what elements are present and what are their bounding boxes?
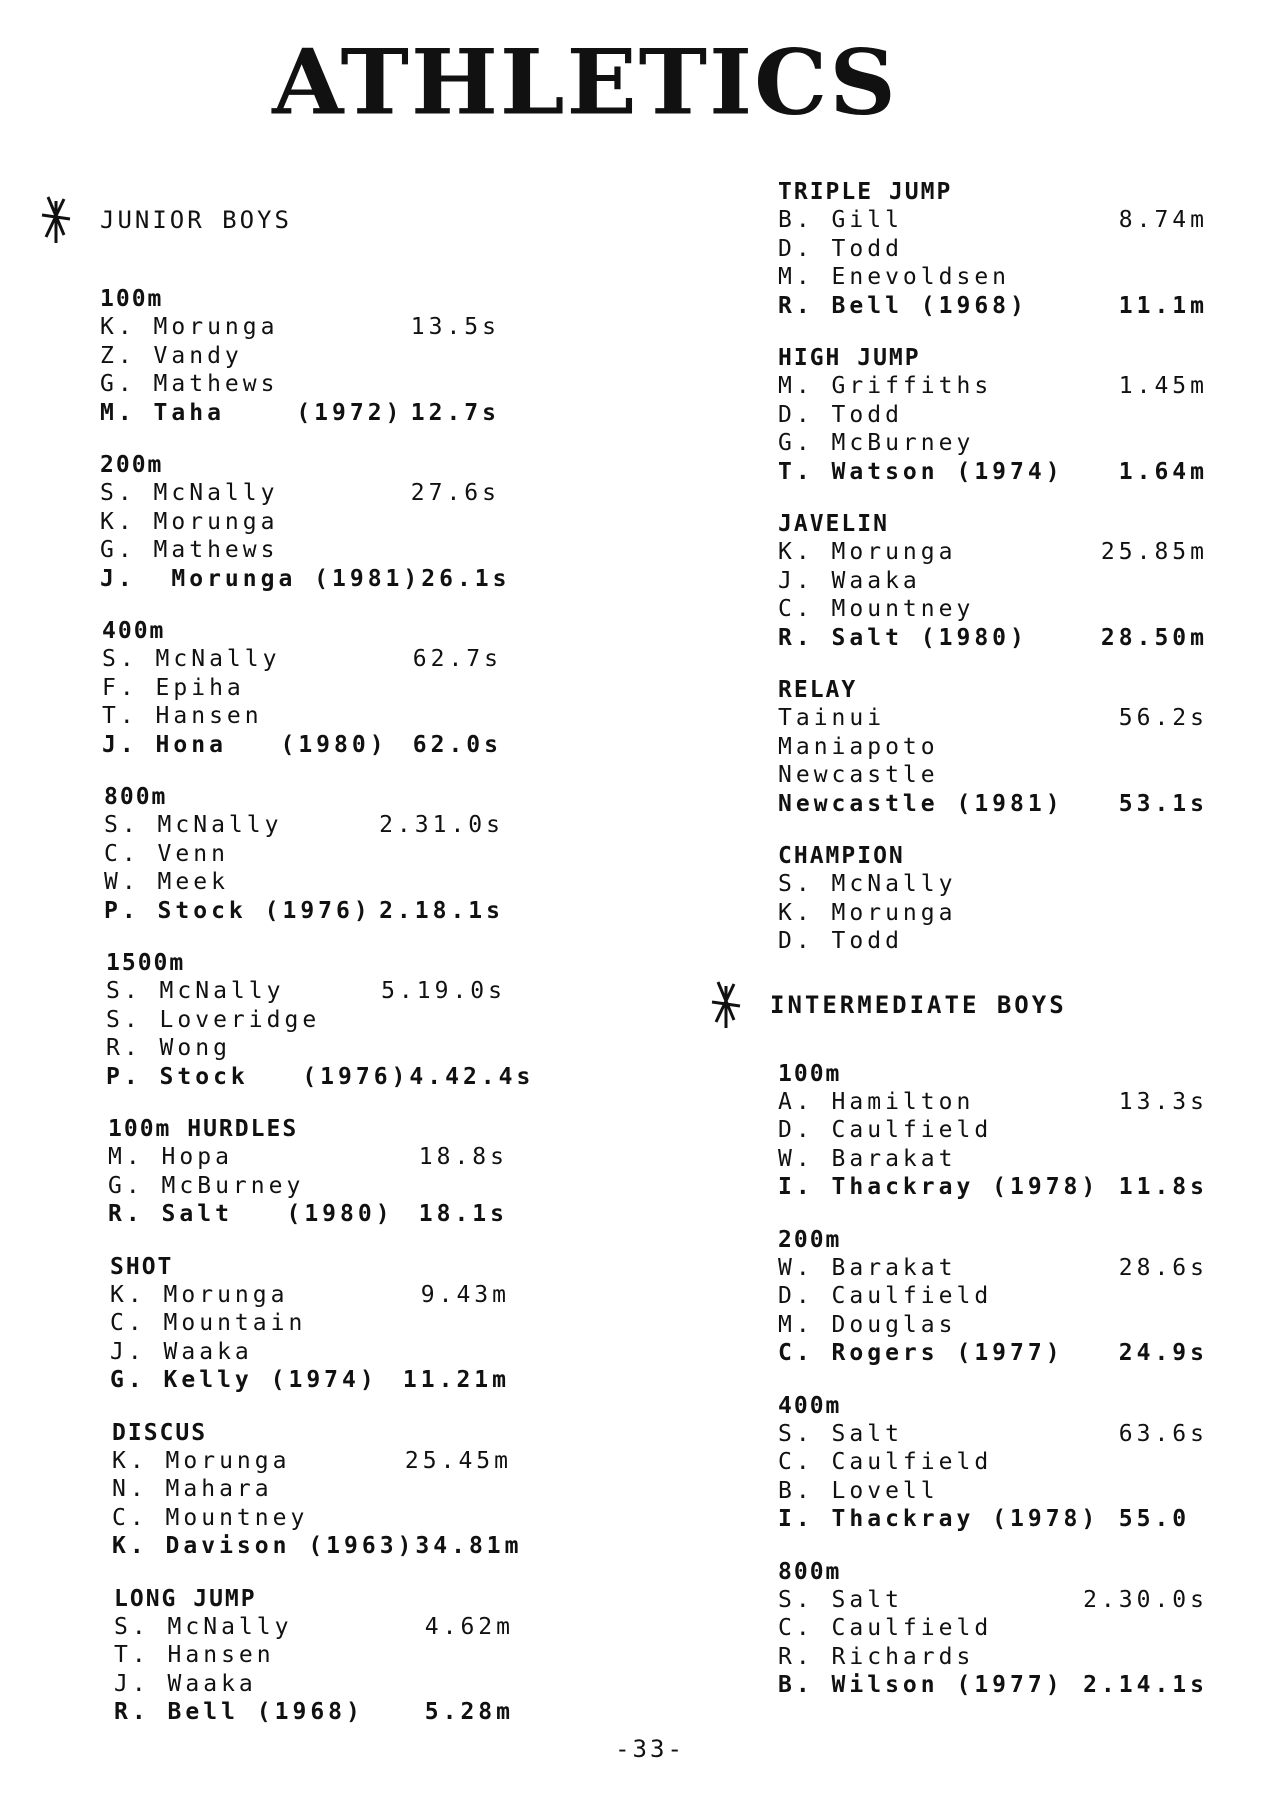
record-row xyxy=(112,1532,523,1561)
event-block xyxy=(108,1115,560,1229)
athlete-name: W. Barakat xyxy=(778,1254,957,1281)
athlete-name: J. Morunga (1981) xyxy=(100,565,422,592)
athlete-name: G. McBurney xyxy=(108,1172,305,1199)
result-row xyxy=(778,870,1208,899)
athlete-name: F. Epiha xyxy=(102,674,245,701)
event-title: 200m xyxy=(778,1226,842,1253)
athlete-name: M. Douglas xyxy=(778,1311,957,1338)
record-row xyxy=(102,731,502,760)
athlete-name: C. Mountney xyxy=(112,1504,309,1531)
result-row xyxy=(100,342,500,371)
athlete-name: W. Barakat xyxy=(778,1145,957,1172)
event-title: RELAY xyxy=(778,677,858,703)
athlete-name: K. Morunga xyxy=(110,1281,289,1308)
result-value: 4.62m xyxy=(424,1613,514,1640)
record-row xyxy=(104,897,504,926)
record-row xyxy=(778,292,1208,321)
result-row xyxy=(110,1338,510,1367)
result-row xyxy=(114,1641,514,1670)
event-block xyxy=(100,285,560,427)
event-block xyxy=(778,178,1218,320)
result-row xyxy=(102,674,502,703)
section-heading-intermediate xyxy=(708,980,1218,1030)
result-row xyxy=(778,761,1208,790)
athlete-name: P. Stock (1976) xyxy=(106,1063,410,1090)
athlete-name: B. Gill xyxy=(778,207,903,233)
result-value: 34.81m xyxy=(415,1533,523,1559)
event-title: 100m xyxy=(778,1060,842,1087)
athlete-name: S. McNally xyxy=(114,1613,293,1640)
result-value: 56.2s xyxy=(1118,705,1208,731)
event-block xyxy=(104,783,560,925)
event-title: CHAMPION xyxy=(778,843,905,869)
result-row xyxy=(778,927,1208,956)
result-row xyxy=(778,704,1208,733)
athlete-name: M. Hopa xyxy=(108,1144,233,1170)
athlete-name: C. Caulfield xyxy=(778,1449,993,1475)
result-row xyxy=(778,401,1208,430)
result-value: 55.0 xyxy=(1118,1506,1208,1532)
record-row xyxy=(114,1698,514,1727)
star-mark-icon xyxy=(38,195,74,245)
result-value: 11.8s xyxy=(1118,1174,1208,1200)
result-value: 8.74m xyxy=(1118,207,1208,233)
result-row xyxy=(100,313,500,342)
athlete-name: M. Enevoldsen xyxy=(778,264,1011,290)
athlete-name: A. Hamilton xyxy=(778,1088,975,1115)
athlete-name: S. Loveridge xyxy=(106,1006,321,1033)
result-row xyxy=(778,899,1208,928)
record-row xyxy=(100,399,500,428)
result-value: 5.28m xyxy=(424,1699,514,1725)
athlete-name: R. Bell (1968) xyxy=(778,292,1028,319)
athlete-name: S. Salt xyxy=(778,1420,903,1447)
athlete-name: C. Mountain xyxy=(110,1310,307,1336)
result-value: 4.42.4s xyxy=(409,1063,535,1090)
athlete-name: J. Hona (1980) xyxy=(102,731,388,758)
result-value: 9.43m xyxy=(420,1281,510,1308)
event-block xyxy=(778,510,1218,652)
athlete-name: S. McNally xyxy=(106,978,285,1004)
record-row xyxy=(778,458,1208,487)
left-column xyxy=(100,175,560,1751)
athlete-name: Tainui xyxy=(778,705,886,731)
result-value: 28.50m xyxy=(1100,624,1208,651)
result-row xyxy=(106,1006,506,1035)
athlete-name: S. Salt xyxy=(778,1586,903,1613)
result-row xyxy=(100,370,500,399)
result-row xyxy=(110,1281,510,1310)
result-value: 13.5s xyxy=(410,314,500,340)
result-value: 13.3s xyxy=(1118,1088,1208,1115)
athlete-name: T. Hansen xyxy=(102,703,263,729)
athlete-name: S. McNally xyxy=(100,480,279,506)
athlete-name: C. Caulfield xyxy=(778,1615,993,1641)
result-row xyxy=(778,1448,1208,1477)
result-row xyxy=(100,479,500,508)
record-row xyxy=(106,1063,535,1092)
event-title: LONG JUMP xyxy=(114,1585,257,1612)
result-row xyxy=(108,1143,508,1172)
result-value: 62.0s xyxy=(412,731,502,758)
athlete-name: J. Waaka xyxy=(114,1670,257,1697)
athlete-name: R. Bell (1968) xyxy=(114,1699,364,1725)
athlete-name: K. Morunga xyxy=(112,1447,291,1474)
athlete-name: D. Todd xyxy=(778,401,903,428)
athlete-name: M. Griffiths xyxy=(778,373,993,399)
record-row xyxy=(110,1366,510,1395)
result-value: 24.9s xyxy=(1118,1340,1208,1366)
event-block xyxy=(100,451,560,593)
athlete-name: Newcastle (1981) xyxy=(778,790,1064,817)
result-value: 26.1s xyxy=(421,565,511,592)
record-row xyxy=(778,1339,1208,1368)
result-row xyxy=(778,1282,1208,1311)
result-row xyxy=(104,868,504,897)
event-block xyxy=(778,1558,1218,1700)
athlete-name: D. Caulfield xyxy=(778,1283,993,1309)
event-title: 800m xyxy=(104,784,168,810)
result-row xyxy=(778,206,1208,235)
athlete-name: S. McNally xyxy=(102,646,281,672)
result-row xyxy=(778,263,1208,292)
event-title: TRIPLE JUMP xyxy=(778,179,953,205)
section-heading-label: JUNIOR BOYS xyxy=(100,206,292,234)
athlete-name: R. Salt (1980) xyxy=(778,624,1028,651)
result-row xyxy=(778,1116,1208,1145)
athlete-name: G. Mathews xyxy=(100,537,279,563)
athlete-name: T. Watson (1974) xyxy=(778,458,1064,485)
star-mark-icon xyxy=(708,980,744,1030)
athlete-name: T. Hansen xyxy=(114,1642,275,1668)
result-value: 27.6s xyxy=(410,480,500,506)
junior-events xyxy=(100,285,560,1727)
result-value: 53.1s xyxy=(1118,790,1208,817)
athlete-name: C. Mountney xyxy=(778,596,975,622)
athlete-name: R. Salt (1980) xyxy=(108,1201,394,1227)
result-row xyxy=(112,1447,512,1476)
result-row xyxy=(108,1172,508,1201)
result-row xyxy=(778,1586,1208,1615)
athlete-name: K. Morunga xyxy=(100,314,279,340)
result-row xyxy=(778,567,1208,596)
result-row xyxy=(110,1309,510,1338)
event-block xyxy=(102,617,560,759)
result-row xyxy=(104,811,504,840)
result-row xyxy=(778,372,1208,401)
record-row xyxy=(778,624,1208,653)
event-title: 100m HURDLES xyxy=(108,1116,299,1142)
event-title: 400m xyxy=(102,618,166,644)
record-row xyxy=(778,1173,1208,1202)
athlete-name: B. Wilson (1977) xyxy=(778,1672,1064,1698)
athlete-name: J. Waaka xyxy=(778,567,921,594)
athlete-name: N. Mahara xyxy=(112,1476,273,1502)
event-title: SHOT xyxy=(110,1253,174,1280)
athlete-name: I. Thackray (1978) xyxy=(778,1506,1100,1532)
result-value: 63.6s xyxy=(1118,1420,1208,1447)
right-column xyxy=(770,178,1218,1724)
athlete-name: D. Caulfield xyxy=(778,1117,993,1143)
event-title: 1500m xyxy=(106,950,186,976)
result-row xyxy=(778,733,1208,762)
athlete-name: K. Morunga xyxy=(778,539,957,565)
athlete-name: Z. Vandy xyxy=(100,342,243,369)
result-row xyxy=(104,840,504,869)
result-row xyxy=(106,977,506,1006)
section-heading-label: INTERMEDIATE BOYS xyxy=(770,990,1067,1019)
result-row xyxy=(778,1088,1208,1117)
athlete-name: S. McNally xyxy=(104,812,283,838)
intermediate-events xyxy=(778,1060,1218,1700)
result-row xyxy=(100,536,500,565)
result-value: 2.30.0s xyxy=(1083,1586,1208,1613)
event-title: HIGH JUMP xyxy=(778,345,921,371)
result-value: 18.8s xyxy=(418,1144,508,1170)
athlete-name: R. Wong xyxy=(106,1035,231,1061)
result-row xyxy=(778,1643,1208,1672)
athlete-name: W. Meek xyxy=(104,869,229,895)
section-heading-junior xyxy=(38,195,560,245)
record-row xyxy=(100,565,511,594)
result-row xyxy=(778,1477,1208,1506)
athlete-name: J. Waaka xyxy=(110,1338,253,1365)
athlete-name: Newcastle xyxy=(778,762,939,788)
record-row xyxy=(778,790,1208,819)
athlete-name: Maniapoto xyxy=(778,733,939,760)
event-title: JAVELIN xyxy=(778,511,889,537)
result-row xyxy=(778,1145,1208,1174)
athlete-name: K. Davison (1963) xyxy=(112,1533,416,1559)
athlete-name: G. McBurney xyxy=(778,430,975,456)
result-row xyxy=(778,1311,1208,1340)
athlete-name: G. Mathews xyxy=(100,371,279,397)
page-number: -33- xyxy=(615,1735,685,1763)
athlete-name: B. Lovell xyxy=(778,1477,939,1504)
result-value: 2.14.1s xyxy=(1083,1672,1208,1698)
athlete-name: M. Taha (1972) xyxy=(100,399,404,426)
result-row xyxy=(778,595,1208,624)
athlete-name: G. Kelly (1974) xyxy=(110,1367,378,1393)
result-row xyxy=(778,235,1208,264)
athlete-name: P. Stock (1976) xyxy=(104,897,372,924)
event-block xyxy=(778,1060,1218,1202)
event-block xyxy=(106,949,560,1091)
result-row xyxy=(778,1420,1208,1449)
event-block xyxy=(110,1253,560,1395)
junior-right-events xyxy=(778,178,1218,956)
record-row xyxy=(108,1200,508,1229)
event-block xyxy=(778,1226,1218,1368)
result-value: 1.64m xyxy=(1118,458,1208,485)
result-row xyxy=(100,508,500,537)
athlete-name: I. Thackray (1978) xyxy=(778,1174,1100,1200)
event-block xyxy=(778,344,1218,486)
athlete-name: D. Todd xyxy=(778,235,903,262)
result-row xyxy=(112,1475,512,1504)
result-value: 1.45m xyxy=(1118,373,1208,399)
result-row xyxy=(114,1613,514,1642)
result-row xyxy=(778,429,1208,458)
event-title: 100m xyxy=(100,286,164,312)
result-value: 28.6s xyxy=(1118,1254,1208,1281)
page-title: ATHLETICS xyxy=(272,29,898,135)
athlete-name: K. Morunga xyxy=(100,508,279,535)
result-value: 2.31.0s xyxy=(379,812,504,838)
result-value: 11.21m xyxy=(402,1367,510,1393)
result-value: 62.7s xyxy=(412,646,502,672)
result-row xyxy=(112,1504,512,1533)
result-value: 5.19.0s xyxy=(381,978,506,1004)
result-value: 2.18.1s xyxy=(379,897,504,924)
event-block xyxy=(114,1585,560,1727)
event-title: DISCUS xyxy=(112,1419,208,1446)
result-value: 18.1s xyxy=(418,1201,508,1227)
result-row xyxy=(778,1254,1208,1283)
result-value: 25.85m xyxy=(1100,539,1208,565)
event-block xyxy=(112,1419,560,1561)
athlete-name: K. Morunga xyxy=(778,899,957,926)
result-value: 12.7s xyxy=(410,399,500,426)
record-row xyxy=(778,1671,1208,1700)
result-row xyxy=(102,645,502,674)
result-row xyxy=(114,1670,514,1699)
event-title: 400m xyxy=(778,1392,842,1419)
athlete-name: C. Rogers (1977) xyxy=(778,1340,1064,1366)
result-row xyxy=(106,1034,506,1063)
athlete-name: D. Todd xyxy=(778,928,903,954)
result-row xyxy=(102,702,502,731)
record-row xyxy=(778,1505,1208,1534)
result-row xyxy=(778,1614,1208,1643)
athlete-name: R. Richards xyxy=(778,1643,975,1670)
event-title: 800m xyxy=(778,1558,842,1585)
athlete-name: S. McNally xyxy=(778,871,957,897)
result-value: 25.45m xyxy=(404,1447,512,1474)
event-block xyxy=(778,676,1218,818)
event-block xyxy=(778,842,1218,956)
athlete-name: C. Venn xyxy=(104,840,229,867)
event-block xyxy=(778,1392,1218,1534)
result-value: 11.1m xyxy=(1118,292,1208,319)
result-row xyxy=(778,538,1208,567)
event-title: 200m xyxy=(100,452,164,478)
